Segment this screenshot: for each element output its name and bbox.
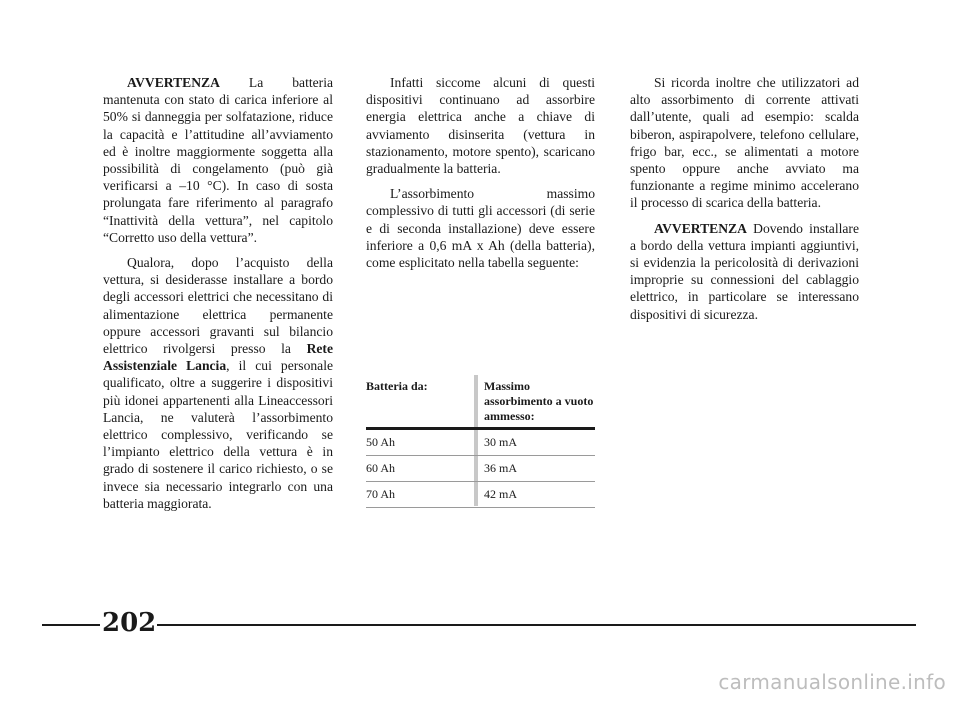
table-header-max-absorption: Massimo assorbimento a vuoto ammesso: [484,379,594,423]
table-cell-battery: 50 Ah [366,435,396,449]
page-number: 202 [102,608,157,638]
table-cell-absorption: 30 mA [484,435,517,449]
table-row [366,482,595,508]
warning-text: La batteria mantenuta con stato di carica inferiore al 50% si danneggia per solfatazione, riduce la capacità e l’attitudine all’avviamento ed è inoltre maggiormente soggetta alla possibilità di congelamento (può già verificarsi a –10 °C). In caso di sosta prolungata fare riferimento al paragrafo “Inattività della vettura”, nel capitolo “Corretto uso della vettura”. [103,75,333,245]
warning-text: Dovendo installare a bordo della vettura impianti aggiuntivi, si evidenzia la pericolosità di derivazioni improprie su connessioni del cablaggio elettrico, in particolare se interessano dispositivi di sicurezza. [630,220,859,322]
table-row [366,430,595,456]
column-2 [366,74,595,279]
absorption-table [366,375,595,501]
column-1 [103,74,333,520]
table-cell-battery: 70 Ah [366,487,396,501]
table-cell-absorption: 42 mA [484,487,517,501]
footer-rule-right [157,624,916,626]
discharge-paragraph: Infatti siccome alcuni di questi dispositivi continuano ad assorbire energia elettrica anche a chiave di avviamento disinserita (vettura in stazionamento, motore spento), scaricano gradualmente la batteria. [366,75,595,177]
max-absorption-paragraph: L’assorbimento massimo complessivo di tutti gli accessori (di serie e di seconda installazione) deve essere inferiore a 0,6 mA x Ah (della batteria), come esplicitato nella tabella seguente: [366,186,595,271]
column-3 [630,74,859,331]
warning-paragraph-wiring [630,220,859,323]
watermark: carmanualsonline.info [718,670,946,694]
table-header [366,375,595,427]
table-header-battery: Batteria da: [366,379,428,393]
warning-paragraph-battery [103,74,333,246]
accessories-text-a: Qualora, dopo l’acquisto della vettura, si desiderasse installare a bordo degli accessori elettrici che necessitano di alimentazione elettrica permanente oppure accessori gravanti sul bilancio elettrico rivolgersi presso la [103,255,333,357]
accessories-paragraph [103,254,333,512]
table-cell-absorption: 36 mA [484,461,517,475]
footer-rule-left [42,624,100,626]
warning-label: AVVERTENZA [127,75,220,90]
table-cell-battery: 60 Ah [366,461,396,475]
warning-label: AVVERTENZA [654,220,747,236]
dealer-network-name: Rete Assistenziale Lancia [103,341,333,374]
table-row [366,456,595,482]
accessories-text-b: , il cui personale qualificato, oltre a suggerire i dispositivi più idonei appartenenti alla Lineaccessori Lancia, ne valuterà l’assorbimento elettrico complessivo, verificando se l’impianto elettrico della vettura è in grado di sostenere il carico richiesto, o se invece sia necessario integrarlo con una batteria maggiorata. [103,358,334,511]
high-load-paragraph: Si ricorda inoltre che utilizzatori ad alto assorbimento di corrente attivati dall’utente, quali ad esempio: scalda biberon, aspirapolvere, telefono cellulare, frigo bar, ecc., se alimentati a motore spento oppure anche avviato ma funzionante a regime minimo accelerano il processo di scarica della batteria. [630,75,859,211]
